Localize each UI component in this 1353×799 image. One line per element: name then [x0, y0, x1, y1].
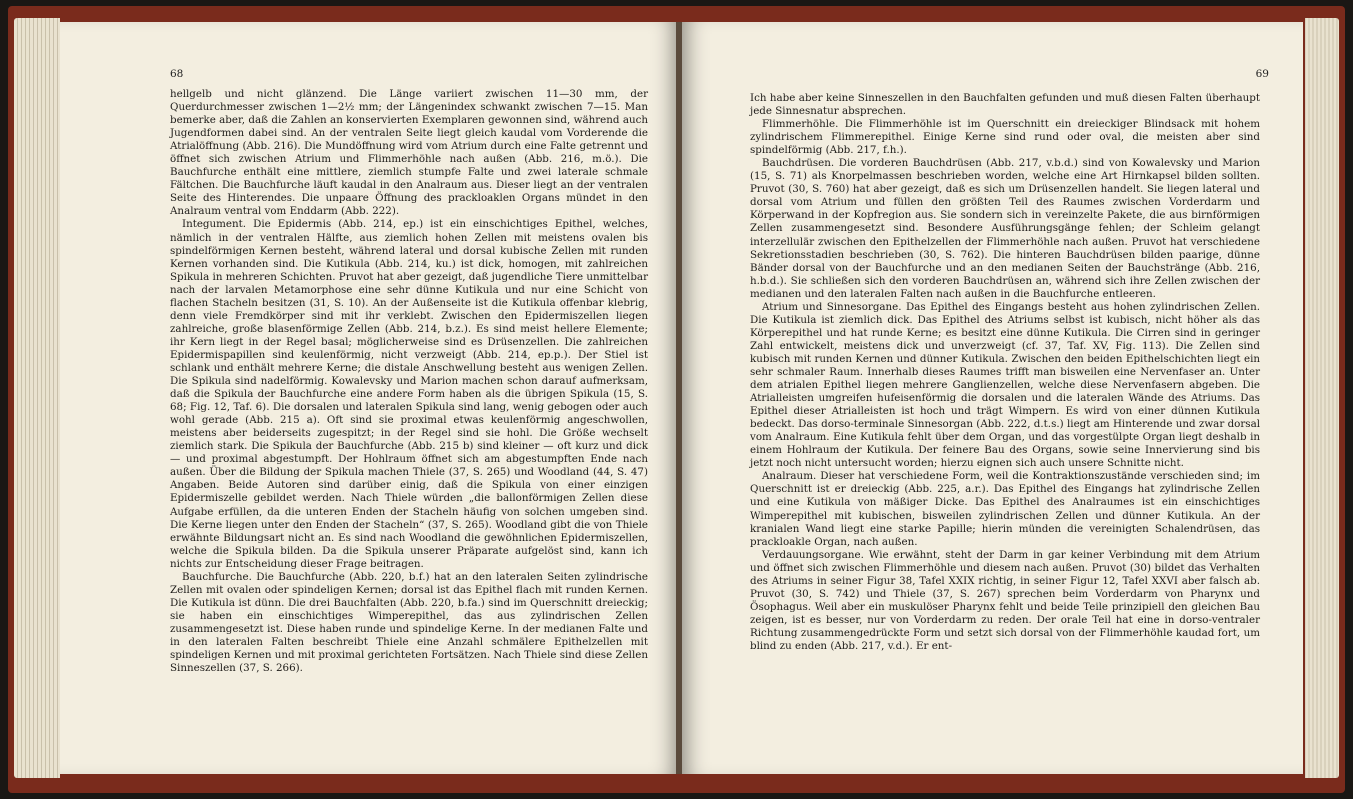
- page-edges-right: [1305, 18, 1339, 778]
- paragraph: Analraum. Dieser hat verschiedene Form, weil die Kontraktionszustände verschieden sind; im Querschnitt ist er dreieckig (Abb. 225, a.r.). Das Epithel des Eingangs hat zylindrische Zellen und eine Kutikula von mäßiger Dicke. Das Epithel des Analraumes ist ein einschichtiges Wimperepithel mit kubischen, bisweilen zylindrischen Zellen und dünner Kutikula. An der kranialen Wand liegt eine starke Papille; hierin münden die vereinigten Schalendrüsen, das prackloakle Organ, nach außen.: [750, 470, 1260, 548]
- right-page: [682, 22, 1303, 774]
- paragraph: Atrium und Sinnesorgane. Das Epithel des Eingangs besteht aus hohen zylindrischen Zellen. Die Kutikula ist ziemlich dick. Das Epithel des Atriums selbst ist kubisch, nicht höher als das Körperepithel und hat runde Kerne; es besitzt eine dünne Kutikula. Die Cirren sind in geringer Zahl entwickelt, meistens dick und unverzweigt (cf. 37, Taf. XV, Fig. 113). Die Zellen sind kubisch mit runden Kernen und dünner Kutikula. Zwischen den beiden Epithelschichten liegt ein sehr schmaler Raum. Innerhalb dieses Raumes trifft man bisweilen eine Nervenfaser an. Unter dem atrialen Epithel liegen mehrere Ganglienzellen, welche diese Nervenfasern abgeben. Die Atrialleisten umgreifen hufeisenförmig die dorsalen und die lateralen Wände des Atriums. Das Epithel dieser Atrialleisten ist hoch und trägt Wimpern. Es wird von einer dünnen Kutikula bedeckt. Das dorso-terminale Sinnesorgan (Abb. 222, d.t.s.) liegt am Hinterende und zwar dorsal vom Analraum. Eine Kutikula fehlt über dem Organ, und das vorgestülpte Organ liegt deshalb in einem Hohlraum der Kutikula. Der feinere Bau des Organs, sowie seine Innervierung sind bis jetzt noch nicht untersucht worden; hierzu eignen sich auch unsere Schnitte nicht.: [750, 300, 1260, 470]
- paragraph: Integument. Die Epidermis (Abb. 214, ep.) ist ein einschichtiges Epithel, welches, nämlich in der ventralen Hälfte, aus ziemlich hohen Zellen mit meistens ovalen bis spindelförmigen Kernen besteht, während lateral und dorsal kubische Zellen mit runden Kernen vorhanden sind. Die Kutikula (Abb. 214, ku.) ist dick, homogen, mit zahlreichen Spikula in mehreren Schichten. Pruvot hat aber gezeigt, daß jugendliche Tiere unmittelbar nach der larvalen Metamorphose eine sehr dünne Kutikula und nur eine Schicht von flachen Stacheln besitzen (31, S. 10). An der Außenseite ist die Kutikula offenbar klebrig, denn viele Fremdkörper sind mit ihr verklebt. Zwischen den Epidermiszellen liegen zahlreiche, große blasenförmige Zellen (Abb. 214, b.z.). Es sind meist hellere Elemente; ihr Kern liegt in der Regel basal; möglicherweise sind es Drüsenzellen. Die zahlreichen Epidermispapillen sind keulenförmig, nicht verzweigt (Abb. 214, ep.p.). Der Stiel ist schlank und enthält mehrere Kerne; die distale Anschwellung besteht aus wenigen Zellen. Die Spikula sind nadelförmig. Kowalevsky und Marion machen schon darauf aufmerksam, daß die Spikula der Bauchfurche eine andere Form haben als die übrigen Spikula (15, S. 68; Fig. 12, Taf. 6). Die dorsalen und lateralen Spikula sind lang, wenig gebogen oder auch wohl gerade (Abb. 215 a). Oft sind sie proximal etwas keulenförmig angeschwollen, meistens aber beiderseits zugespitzt; in der Regel sind sie hohl. Die Größe wechselt ziemlich stark. Die Spikula der Bauchfurche (Abb. 215 b) sind kleiner — oft kurz und dick — und proximal abgestumpft. Der Hohlraum öffnet sich am abgestumpften Ende nach außen. Über die Bildung der Spikula machen Thiele (37, S. 265) und Woodland (44, S. 47) Angaben. Beide Autoren sind darüber einig, daß die Spikula von einer einzigen Epidermiszelle gebildet werden. Nach Thiele würden „die ballonförmigen Zellen diese Aufgabe erfüllen, da die unteren Enden der Stacheln häufig von solchen umgeben sind. Die Kerne liegen unter den Enden der Stacheln“ (37, S. 265). Woodland gibt die von Thiele erwähnte Bildungsart nicht an. Es sind nach Woodland die gewöhnlichen Epidermiszellen, welche die Spikula bilden. Da die Spikula unserer Präparate aufgelöst sind, kann ich nichts zur Entscheidung dieser Frage beitragen.: [170, 218, 648, 570]
- paragraph: hellgelb und nicht glänzend. Die Länge variiert zwischen 11—30 mm, der Querdurchmesser zwischen 1—2½ mm; der Längenindex schwankt zwischen 7—15. Man bemerke aber, daß die Zahlen an konservierten Exemplaren gewonnen sind, während auch Jugendformen dabei sind. An der ventralen Seite liegt gleich kaudal vom Vorderende die Atrialöffnung (Abb. 216). Die Mundöffnung wird vom Atrium durch eine Falte getrennt und öffnet sich zwischen Atrium und Flimmerhöhle nach außen (Abb. 216, m.ö.). Die Bauchfurche enthält eine mittlere, ziemlich stumpfe Falte und zwei laterale schmale Fältchen. Die Bauchfurche läuft kaudal in den Analraum aus. Dieser liegt an der ventralen Seite des Hinterendes. Die unpaare Öffnung des prackloaklen Organs mündet in den Analraum ventral vom Enddarm (Abb. 222).: [170, 88, 648, 218]
- paragraph: Bauchdrüsen. Die vorderen Bauchdrüsen (Abb. 217, v.b.d.) sind von Kowalevsky und Marion (15, S. 71) als Knorpelmassen beschrieben worden, welche eine Art Hirnkapsel bilden sollten. Pruvot (30, S. 760) hat aber gezeigt, daß es sich um Drüsenzellen handelt. Sie liegen lateral und dorsal vom Atrium und füllen den größten Teil des Raumes zwischen Vorderdarm und Körperwand in der Kopfregion aus. Sie sondern sich in vereinzelte Pakete, die aus birnförmigen Zellen zusammengesetzt sind. Besondere Ausführungsgänge fehlen; der Schleim gelangt interzellulär zwischen den Epithelzellen der Flimmerhöhle nach außen. Pruvot hat verschiedene Sekretionsstadien beschrieben (30, S. 762). Die hinteren Bauchdrüsen bilden paarige, dünne Bänder dorsal von der Bauchfurche und an den medianen Seiten der Bauchstränge (Abb. 216, h.b.d.). Sie schließen sich den vorderen Bauchdrüsen an, während sich ihre Zellen zwischen der medianen und den lateralen Falten nach außen in die Bauchfurche entleeren.: [750, 157, 1260, 300]
- paragraph: Flimmerhöhle. Die Flimmerhöhle ist im Querschnitt ein dreieckiger Blindsack mit hohem zylindrischem Flimmerepithel. Einige Kerne sind rund oder oval, die meisten aber sind spindelförmig (Abb. 217, f.h.).: [750, 118, 1260, 157]
- page-edges-left: [14, 18, 60, 778]
- paragraph: Bauchfurche. Die Bauchfurche (Abb. 220, b.f.) hat an den lateralen Seiten zylindrische Zellen mit ovalen oder spindeligen Kernen; dorsal ist das Epithel flach mit runden Kernen. Die Kutikula ist dünn. Die drei Bauchfalten (Abb. 220, b.fa.) sind im Querschnitt dreieckig; sie haben ein einschichtiges Wimperepithel, das aus zylindrischen Zellen zusammengesetzt ist. Diese haben runde und spindelige Kerne. In der medianen Falte und in den lateralen Falten beschreibt Thiele eine Anzahl schmälere Epithelzellen mit spindeligen Kernen und mit proximal gerichteten Fortsätzen. Nach Thiele sind diese Zellen Sinneszellen (37, S. 266).: [170, 570, 648, 675]
- page-number-left: 68: [170, 68, 184, 80]
- left-page-text: [170, 88, 648, 675]
- right-page-text: [750, 92, 1260, 653]
- paragraph: Verdauungsorgane. Wie erwähnt, steht der Darm in gar keiner Verbindung mit dem Atrium und öffnet sich zwischen Flimmerhöhle und diesem nach außen. Pruvot (30) bildet das Verhalten des Atriums in seiner Figur 38, Tafel XXIX richtig, in seiner Figur 12, Tafel XXVI aber falsch ab. Pruvot (30, S. 742) und Thiele (37, S. 267) sprechen beim Vorderdarm von Pharynx und Ösophagus. Weil aber ein muskulöser Pharynx fehlt und beide Teile prinzipiell den gleichen Bau zeigen, ist es besser, nur von Vorderdarm zu reden. Der orale Teil hat eine in dorso-ventraler Richtung zusammengedrückte Form und setzt sich dorsal von der Flimmerhöhle kaudad fort, um blind zu enden (Abb. 217, v.d.). Er ent-: [750, 548, 1260, 652]
- left-page: [60, 22, 678, 774]
- paragraph: Ich habe aber keine Sinneszellen in den Bauchfalten gefunden und muß diesen Falten überhaupt jede Sinnesnatur absprechen.: [750, 92, 1260, 118]
- page-number-right: 69: [1255, 68, 1269, 80]
